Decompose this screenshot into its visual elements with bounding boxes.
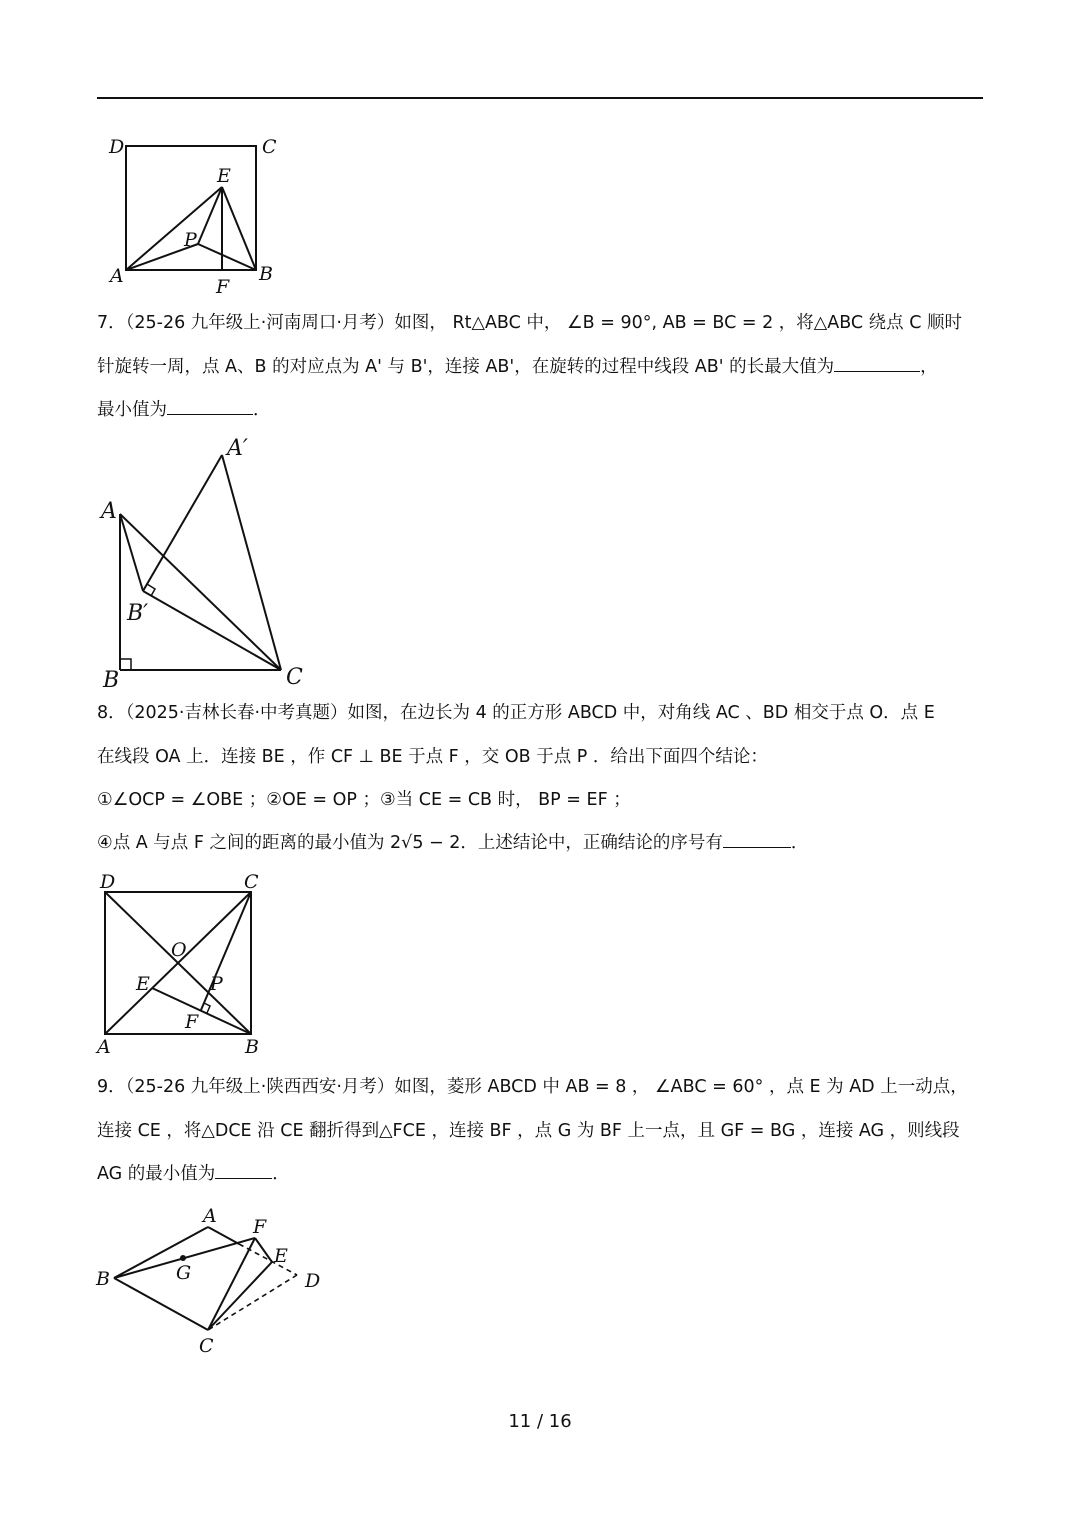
q8-line-3: ①∠OCP = ∠OBE ；②OE = OP ；③当 CE = CB 时， BP = EF ； [97, 790, 631, 810]
label-f: F [185, 1011, 199, 1033]
label-p: P [210, 973, 223, 995]
label-a: A [97, 1036, 111, 1058]
label-e: E [136, 973, 150, 995]
q7-line-1: 7．（25-26 九年级上·河南周口·月考）如图， Rt△ABC 中， ∠B = 90°, AB = BC = 2 ，将△ABC 绕点 C 顺时 [97, 313, 963, 333]
q8-line-2: 在线段 OA 上．连接 BE ，作 CF ⊥ BE 于点 F ，交 OB 于点 P ．给出下面四个结论： [97, 747, 768, 767]
label-c: C [286, 665, 303, 690]
q9-line-3-text: AG 的最小值为 [97, 1164, 216, 1184]
point-g [180, 1255, 186, 1261]
label-a: A [101, 499, 117, 524]
label-o: O [171, 939, 187, 961]
q7-line-3-end: ． [253, 400, 271, 420]
label-b: B [259, 263, 273, 285]
q9-line-1: 9．（25-26 九年级上·陕西西安·月考）如图，菱形 ABCD 中 AB = 8 ， ∠ABC = 60° ，点 E 为 AD 上一动点， [97, 1077, 968, 1097]
label-a: A [203, 1205, 217, 1227]
label-d: D [100, 871, 116, 893]
label-f: F [253, 1216, 267, 1238]
segment-bc [114, 1278, 208, 1330]
label-p: P [184, 229, 197, 251]
q8-line-4-end: ． [790, 833, 809, 853]
label-b: B [96, 1268, 110, 1290]
label-e: E [217, 165, 231, 187]
segment-fe [255, 1238, 272, 1262]
page-number: 11 / 16 [508, 1411, 572, 1432]
q7-line-3-text: 最小值为 [97, 400, 167, 420]
label-e: E [274, 1245, 288, 1267]
q8-line-4-text: ④点 A 与点 F 之间的距离的最小值为 2√5 − 2．上述结论中，正确结论的序号有 [97, 833, 723, 853]
label-c: C [199, 1335, 214, 1357]
label-d: D [109, 136, 125, 158]
label-a-prime: A′ [227, 436, 248, 461]
q9-line-2: 连接 CE ，将△DCE 沿 CE 翻折得到△FCE ，连接 BF ，点 G 为 BF 上一点，且 GF = BG ，连接 AG ，则线段 [97, 1121, 960, 1141]
label-b: B [245, 1036, 259, 1058]
segment-ae [208, 1227, 239, 1244]
q7-line-2-end: ， [920, 357, 938, 377]
label-b-prime: B′ [127, 601, 149, 626]
segment-ba [114, 1227, 208, 1278]
label-c: C [262, 136, 277, 158]
q9-line-3-end: ． [272, 1164, 290, 1184]
segment-fc [208, 1238, 255, 1330]
label-c: C [244, 871, 259, 893]
q8-line-1: 8．（2025·吉林长春·中考真题）如图，在边长为 4 的正方形 ABCD 中，对角线 AC 、BD 相交于点 O．点 E [97, 703, 935, 723]
label-g: G [176, 1262, 192, 1284]
label-a: A [110, 265, 124, 287]
label-f: F [216, 276, 230, 298]
q7-line-2-text: 针旋转一周，点 A、B 的对应点为 A' 与 B'，连接 AB'，在旋转的过程中线段 AB' 的长最大值为 [97, 357, 835, 377]
segment-ed-dashed [239, 1244, 297, 1275]
label-d: D [305, 1270, 321, 1292]
label-b: B [103, 668, 120, 693]
